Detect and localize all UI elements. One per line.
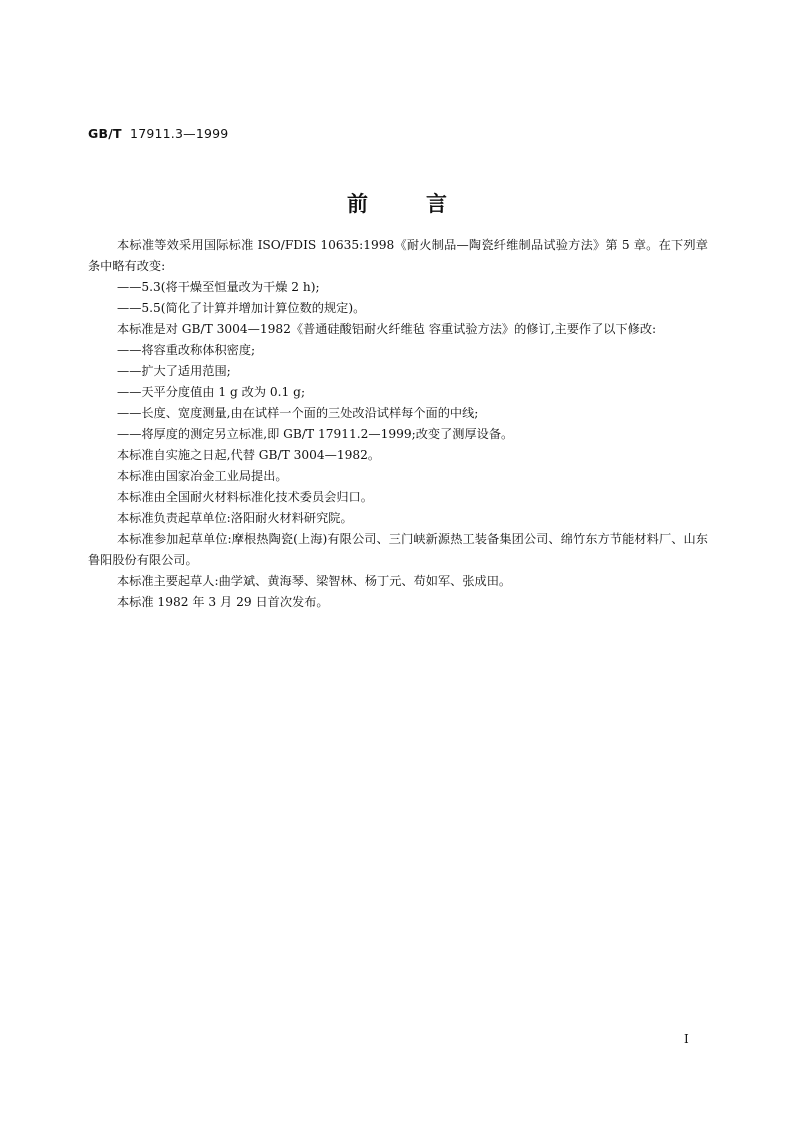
list-item-change-5-5: ——5.5(简化了计算并增加计算位数的规定)。 xyxy=(117,301,366,315)
paragraph-equivalence: 本标准等效采用国际标准 ISO/FDIS 10635:1998《耐火制品—陶瓷纤维制品试验方法》第 5 章。在下列章条中略有改变: xyxy=(88,238,708,273)
paragraph-revision: 本标准是对 GB/T 3004—1982《普通硅酸铝耐火纤维毡 容重试验方法》的修订,主要作了以下修改: xyxy=(117,322,657,336)
list-item-revision-5: ——将厚度的测定另立标准,即 GB/T 17911.2—1999;改变了测厚设备。 xyxy=(117,427,514,441)
list-item-revision-4: ——长度、宽度测量,由在试样一个面的三处改沿试样每个面的中线; xyxy=(117,406,479,420)
page-number: I xyxy=(684,1032,689,1046)
page-title: 前言 xyxy=(347,191,505,216)
list-item-revision-2: ——扩大了适用范围; xyxy=(117,364,231,378)
standard-prefix: GB/T xyxy=(88,126,122,141)
paragraph-first-issued: 本标准 1982 年 3 月 29 日首次发布。 xyxy=(117,595,329,609)
paragraph-replaces: 本标准自实施之日起,代替 GB/T 3004—1982。 xyxy=(117,448,381,462)
paragraph-centralized-by: 本标准由全国耐火材料标准化技术委员会归口。 xyxy=(117,490,373,504)
paragraph-proposed-by: 本标准由国家冶金工业局提出。 xyxy=(117,469,288,483)
paragraph-main-drafters: 本标准主要起草人:曲学斌、黄海琴、梁智林、杨丁元、苟如军、张成田。 xyxy=(117,574,512,588)
paragraph-participating-drafters: 本标准参加起草单位:摩根热陶瓷(上海)有限公司、三门峡新源热工装备集团公司、绵竹东方节能材料厂、山东鲁阳股份有限公司。 xyxy=(88,532,708,567)
paragraph-responsible-drafter: 本标准负责起草单位:洛阳耐火材料研究院。 xyxy=(117,511,353,525)
foreword-body xyxy=(88,235,708,613)
list-item-change-5-3: ——5.3(将干燥至恒量改为干燥 2 h); xyxy=(117,280,320,294)
list-item-revision-3: ——天平分度值由 1 g 改为 0.1 g; xyxy=(117,385,306,399)
standard-number-header xyxy=(88,126,228,141)
list-item-revision-1: ——将容重改称体积密度; xyxy=(117,343,256,357)
standard-number: 17911.3—1999 xyxy=(130,126,229,141)
